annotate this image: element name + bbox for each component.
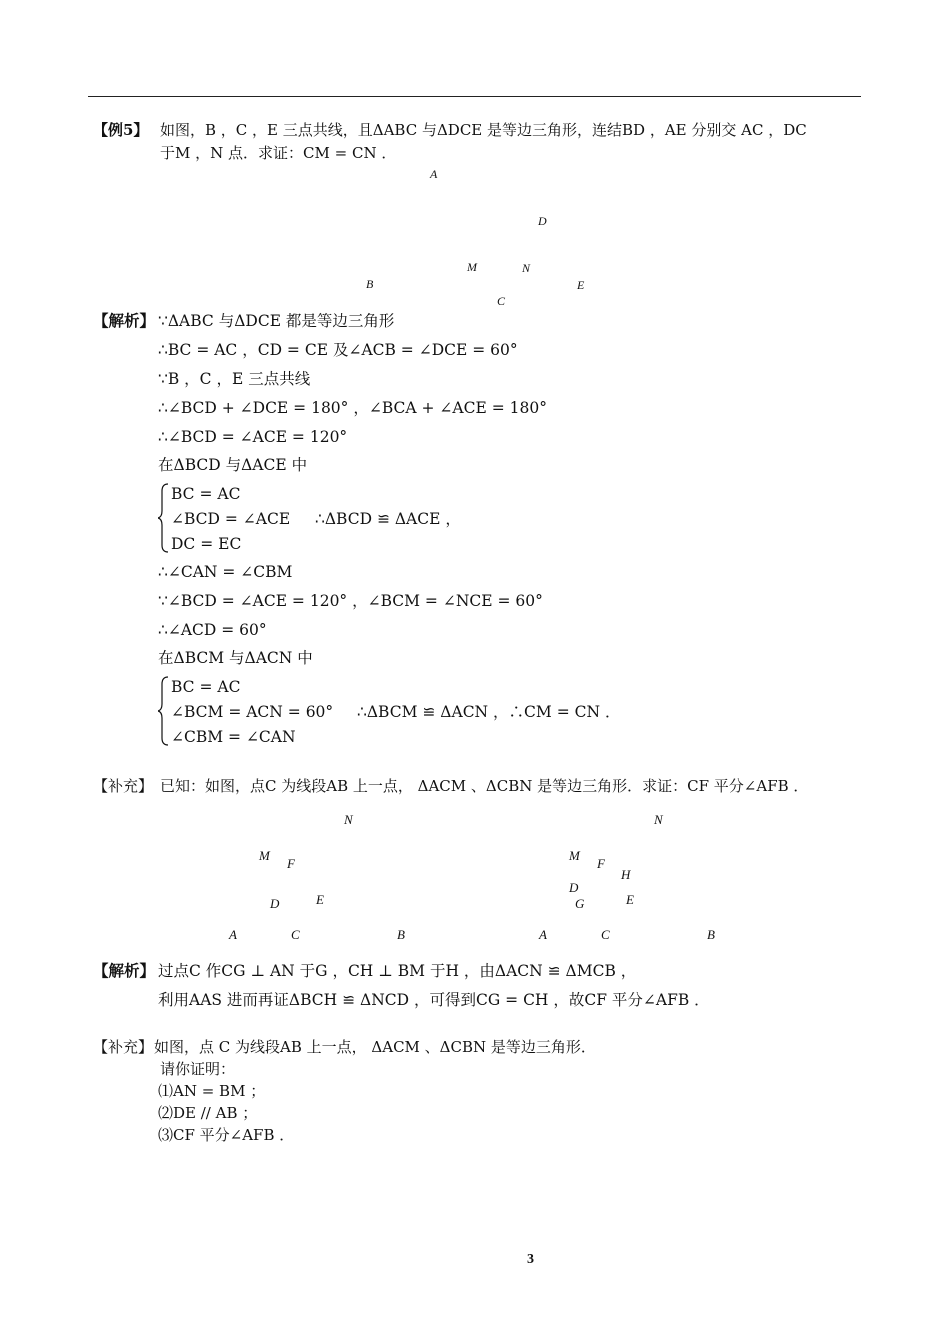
fig3-label-E: E (626, 892, 634, 907)
brace-icon (158, 676, 170, 746)
solution1-line: ∵B ，C ，E 三点共线 (158, 370, 311, 388)
supplement2-prompt: 请你证明： (160, 1060, 236, 1078)
system2-row: BC = AC (171, 678, 241, 696)
page-number: 3 (527, 1252, 534, 1267)
solution1-line: ∴∠ACD = 60° (158, 621, 267, 639)
solution2-tag: 【解析】 (93, 961, 156, 980)
system2-conclusion: ∴ΔBCM ≌ ΔACN ，∴CM = CN ． (357, 703, 621, 721)
example5-tag: 【例5】 (93, 121, 149, 139)
fig3-label-H: H (621, 867, 631, 882)
supplement2-tag: 【补充】 (93, 1038, 154, 1056)
example5-line1: 如图，B ，C ，E 三点共线，且ΔABC 与ΔDCE 是等边三角形，连结BD ，AE 分别交 AC ，DC (160, 121, 807, 139)
supplement2-item: ⑴AN = BM ； (158, 1082, 266, 1100)
system1-row: BC = AC (171, 485, 241, 503)
fig3-label-G: G (575, 896, 585, 911)
fig1-label-D: D (538, 214, 547, 228)
example5-line2: 于M ，N 点．求证：CM = CN ． (160, 144, 397, 162)
solution1-line: ∵∠BCD = ∠ACE = 120° ，∠BCM = ∠NCE = 60° (158, 592, 543, 610)
fig1-label-B: B (366, 277, 374, 291)
system1-conclusion: ∴ΔBCD ≌ ΔACE ， (315, 510, 461, 528)
supplement1-tag: 【补充】 (93, 777, 154, 795)
fig2-label-E: E (316, 892, 324, 907)
fig3-label-B: B (707, 927, 715, 942)
solution1-line: ∴∠BCD = ∠ACE = 120° (158, 428, 348, 446)
fig1-label-C: C (497, 294, 506, 308)
supplement2-text: 如图，点 C 为线段AB 上一点， ΔACM 、ΔCBN 是等边三角形． (154, 1038, 596, 1056)
fig3-label-C: C (601, 927, 610, 942)
fig2-label-B: B (397, 927, 405, 942)
fig1-label-E: E (577, 278, 585, 292)
solution1-line: 在ΔBCM 与ΔACN 中 (158, 649, 313, 667)
solution1-line: ∴∠CAN = ∠CBM (158, 563, 293, 581)
system2-row: ∠CBM = ∠CAN (171, 728, 296, 746)
fig2-label-D: D (270, 896, 280, 911)
fig3-label-M: M (569, 848, 580, 863)
fig1-label-M: M (467, 260, 477, 274)
solution1-line: ∴∠BCD + ∠DCE = 180° ，∠BCA + ∠ACE = 180° (158, 399, 547, 417)
system1-row: ∠BCD = ∠ACE (171, 510, 291, 528)
fig1-label-A: A (430, 167, 438, 181)
header-rule (88, 96, 861, 97)
solution1-tag: 【解析】 (93, 311, 156, 330)
system1-row: DC = EC (171, 535, 242, 553)
fig3-label-N: N (654, 812, 663, 827)
solution2-line1: 过点C 作CG ⊥ AN 于G ，CH ⊥ BM 于H ，由ΔACN ≌ ΔMCB ， (158, 962, 637, 980)
system2-row: ∠BCM = ACN = 60° (171, 703, 334, 721)
fig2-label-F: F (287, 856, 295, 871)
fig2-label-N: N (344, 812, 353, 827)
fig3-label-F: F (597, 856, 605, 871)
supplement2-item: ⑶CF 平分∠AFB ． (158, 1126, 295, 1144)
brace-icon (158, 483, 170, 553)
solution1-line: ∴BC = AC ，CD = CE 及∠ACB = ∠DCE = 60° (158, 341, 518, 359)
fig3-label-A: A (539, 927, 547, 942)
solution1-line: 在ΔBCD 与ΔACE 中 (158, 456, 308, 474)
solution1-line: ∵ΔABC 与ΔDCE 都是等边三角形 (158, 312, 395, 330)
fig2-label-C: C (291, 927, 300, 942)
fig3-label-D: D (569, 880, 579, 895)
supplement2-item: ⑵DE // AB ； (158, 1104, 258, 1122)
fig1-label-N: N (522, 261, 531, 275)
example5-heading (93, 120, 148, 140)
fig2-label-A: A (229, 927, 237, 942)
fig2-label-M: M (259, 848, 270, 863)
supplement1-text: 已知：如图，点C 为线段AB 上一点， ΔACM 、ΔCBN 是等边三角形．求证：CF 平分∠AFB ． (160, 777, 809, 795)
solution2-line2: 利用AAS 进而再证ΔBCH ≌ ΔNCD ，可得到CG = CH ，故CF 平分∠AFB ． (158, 991, 710, 1009)
